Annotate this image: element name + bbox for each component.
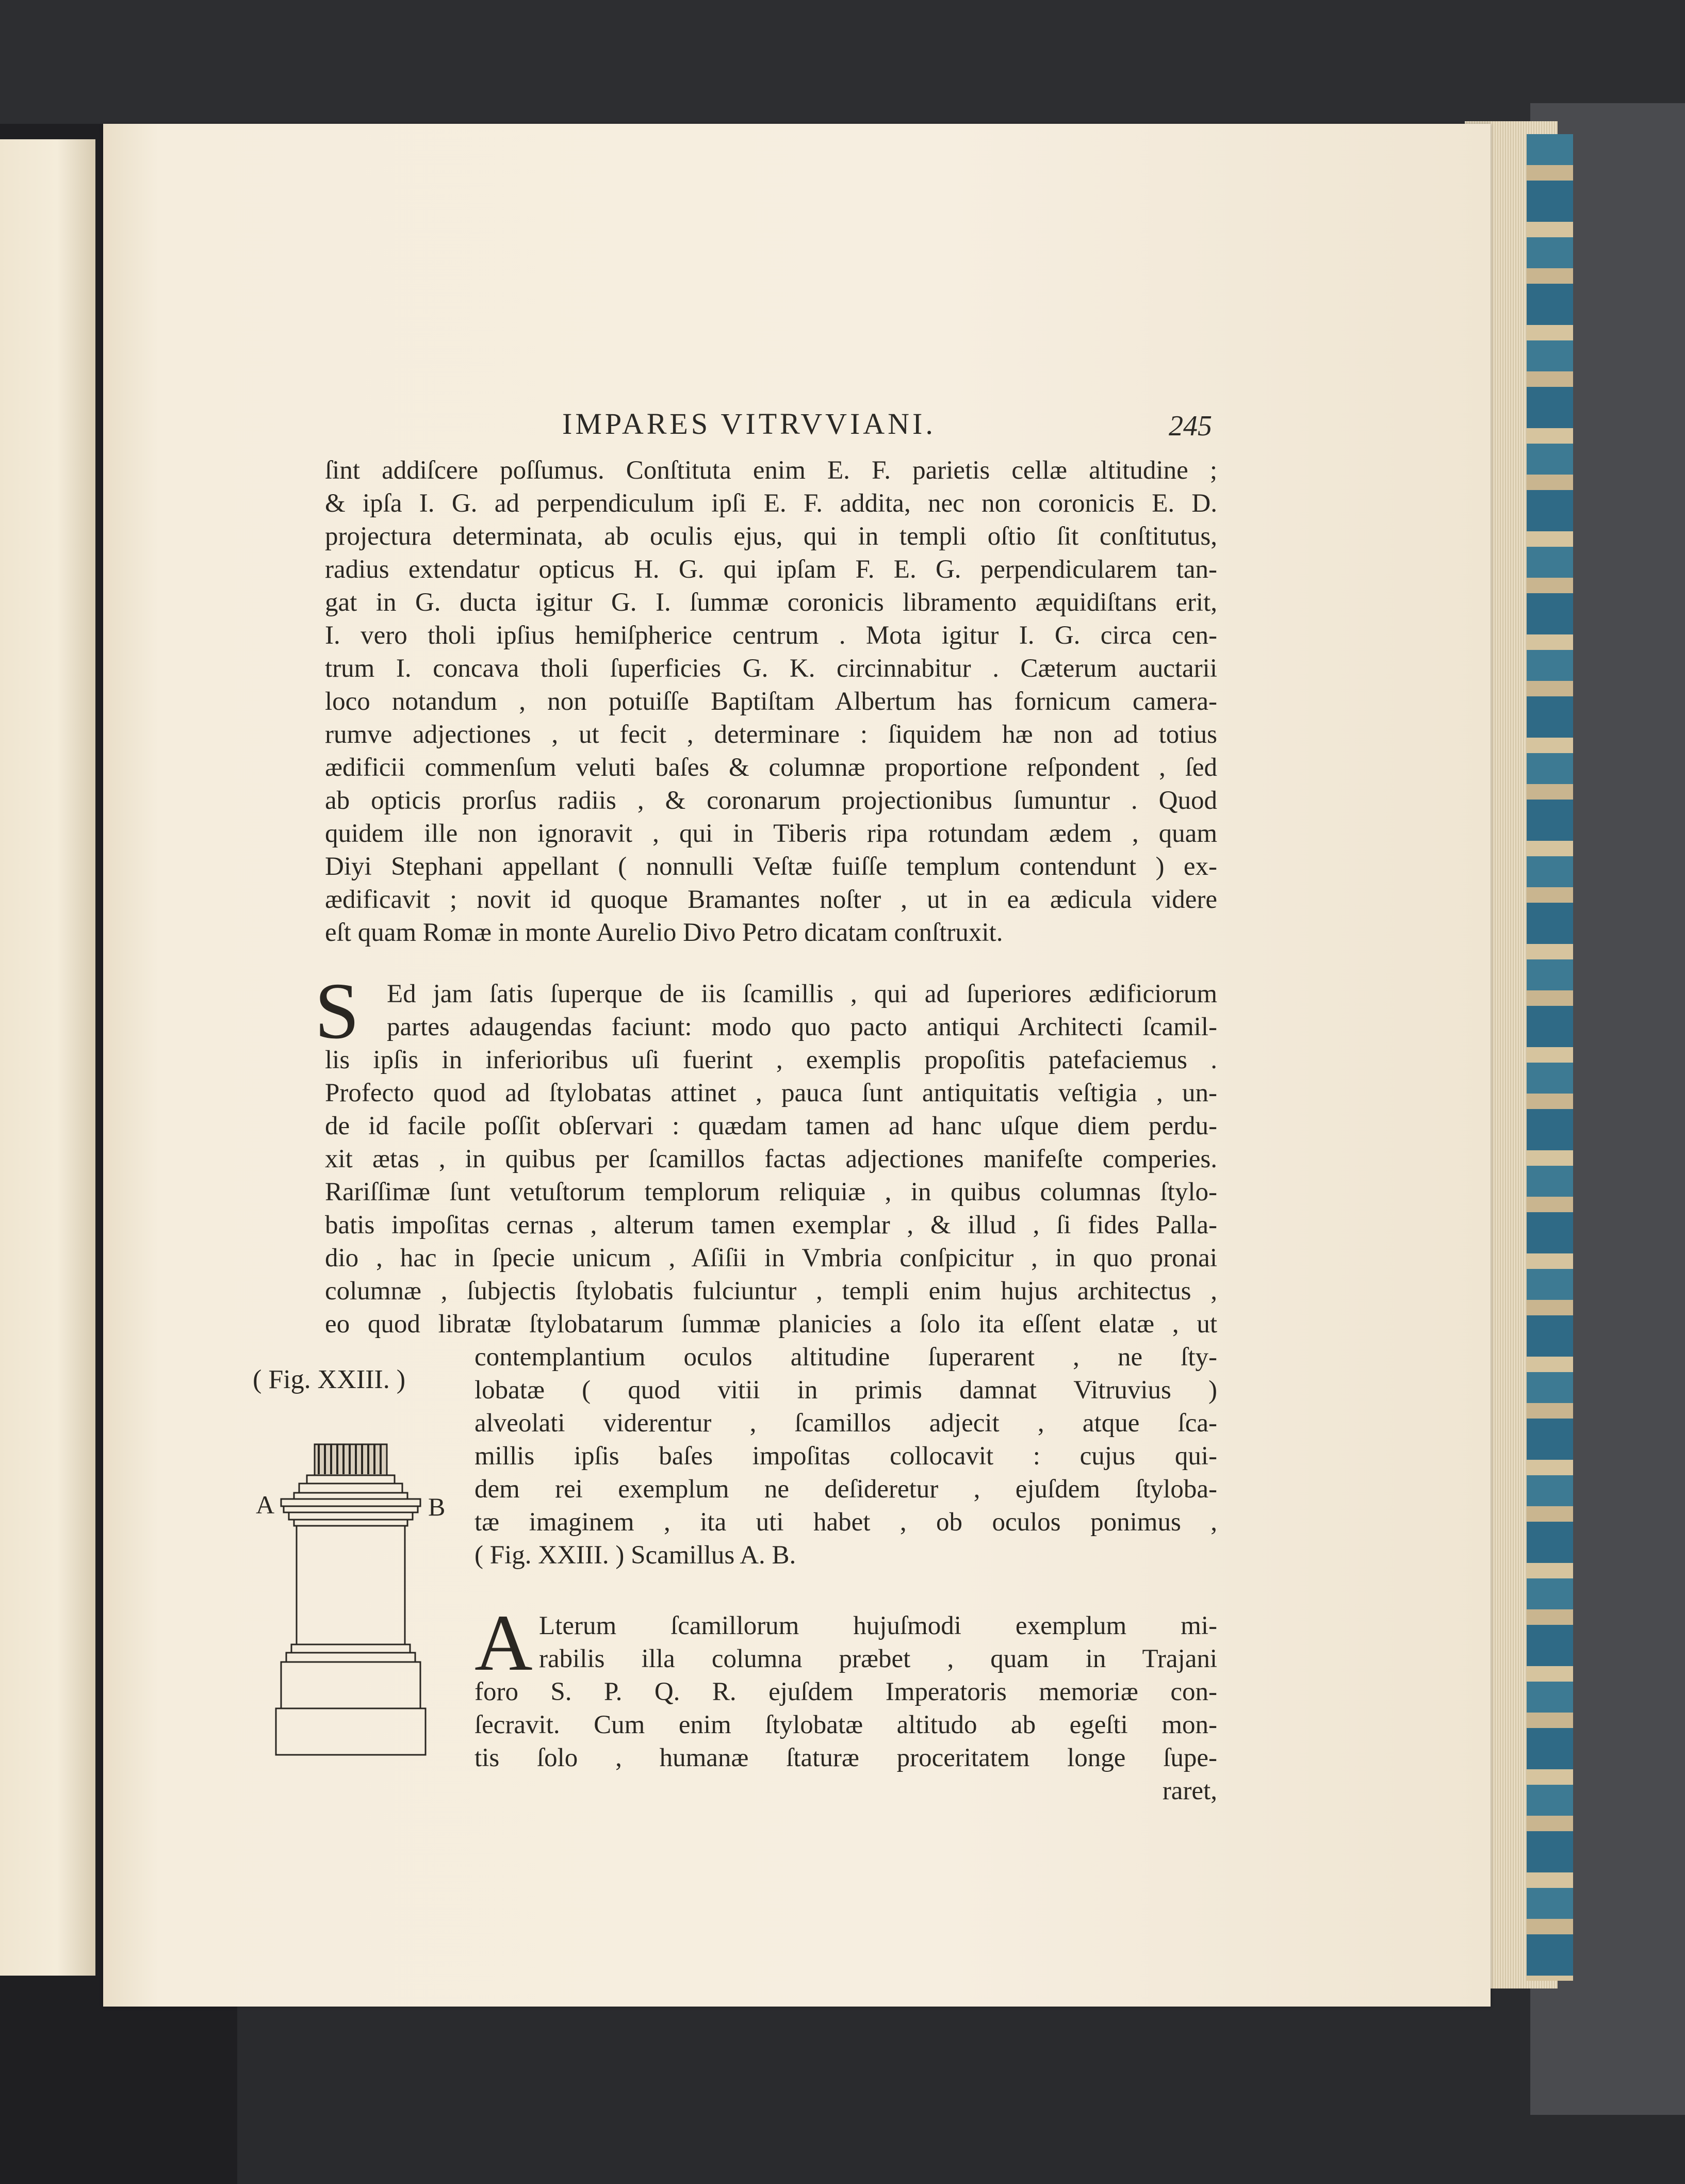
text-line: dio , hac in ſpecie unicum , Aſiſii in Vmbria conſpicitur , in quo pronai — [325, 1244, 1217, 1273]
figure-label: ( Fig. XXIII. ) — [253, 1365, 406, 1394]
text-line: ab opticis prorſus radiis , & coronarum projectionibus ſumuntur . Quod — [325, 786, 1217, 815]
drop-cap-a: A — [475, 1598, 533, 1687]
running-head-title: IMPARES VITRVVIANI. — [562, 407, 936, 441]
figure-letter-a: A — [256, 1490, 275, 1519]
text-line: millis ipſis baſes impoſitas collocavit : cujus qui- — [475, 1442, 1217, 1471]
paragraph-1 — [325, 454, 1217, 949]
text-line: Rariſſimæ ſunt vetuſtorum templorum reliquiæ , in quibus columnas ſtylo- — [325, 1178, 1217, 1207]
text-line: Profecto quod ad ſtylobatas attinet , pauca ſunt antiquitatis veſtigia , un- — [325, 1079, 1217, 1107]
text-line: Diyi Stephani appellant ( nonnulli Veſtæ fuiſſe templum contendunt ) ex- — [325, 852, 1217, 881]
text-line: rabilis illa columna præbet , quam in Trajani — [539, 1644, 1217, 1673]
text-line: tæ imaginem , ita uti habet , ob oculos ponimus , — [475, 1508, 1217, 1537]
text-line: contemplantium oculos altitudine ſuperarent , ne ſty- — [475, 1343, 1217, 1372]
text-line: tis ſolo , humanæ ſtaturæ proceritatem longe ſupe- — [475, 1743, 1217, 1772]
paragraph-2-side-column — [475, 1341, 1217, 1572]
paragraph-3 — [475, 1598, 1217, 1807]
text-line: de id facile poſſit obſervari : quædam tamen ad hanc uſque diem perdu- — [325, 1112, 1217, 1140]
running-head — [325, 406, 1217, 448]
text-line: ſint addiſcere poſſumus. Conſtituta enim E. F. parietis cellæ altitudine ; — [325, 456, 1217, 485]
right-page — [103, 124, 1491, 2007]
text-line: foro S. P. Q. R. ejuſdem Imperatoris memoriæ con- — [475, 1677, 1217, 1706]
paragraph-2 — [325, 977, 1217, 1341]
drop-cap-s: S — [315, 966, 359, 1055]
text-line: trum I. concava tholi ſuperficies G. K. circinnabitur . Cæterum auctarii — [325, 654, 1217, 683]
text-line: Lterum ſcamillorum hujuſmodi exemplum mi- — [539, 1611, 1217, 1640]
text-line: ( Fig. XXIII. ) Scamillus A. B. — [475, 1541, 796, 1570]
text-line: quidem ille non ignoravit , qui in Tiberis ripa rotundam ædem , quam — [325, 819, 1217, 848]
stylobate-drawing — [258, 1434, 454, 1764]
text-line: eſt quam Romæ in monte Aurelio Divo Petro dicatam conſtruxit. — [325, 918, 1003, 947]
text-line: loco notandum , non potuiſſe Baptiſtam Albertum has fornicum camera- — [325, 687, 1217, 716]
text-line: ædificavit ; novit id quoque Bramantes noſter , ut in ea ædicula videre — [325, 885, 1217, 914]
page-number: 245 — [1169, 410, 1212, 442]
text-line: I. vero tholi ipſius hemiſpherice centrum . Mota igitur I. G. circa cen- — [325, 621, 1217, 650]
text-line: radius extendatur opticus H. G. qui ipſam F. E. G. perpendicularem tan- — [325, 555, 1217, 584]
text-line: alveolati viderentur , ſcamillos adjecit , atque ſca- — [475, 1409, 1217, 1438]
left-page-edge — [0, 139, 95, 1976]
text-line: partes adaugendas faciunt: modo quo pacto antiqui Architecti ſcamil- — [387, 1013, 1217, 1041]
text-line: ædificii commenſum veluti baſes & columnæ proportione reſpondent , ſed — [325, 753, 1217, 782]
text-line: Ed jam ſatis ſuperque de iis ſcamillis , qui ad ſuperiores ædificiorum — [387, 980, 1217, 1008]
text-line: lobatæ ( quod vitii in primis damnat Vitruvius ) — [475, 1376, 1217, 1405]
text-line: gat in G. ducta igitur G. I. ſummæ coronicis libramento æquidiſtans erit, — [325, 588, 1217, 617]
catchword: raret, — [1162, 1776, 1217, 1805]
text-line: lis ipſis in inferioribus uſi fuerint , exemplis propoſitis patefaciemus . — [325, 1046, 1217, 1074]
text-line: batis impoſitas cernas , alterum tamen exemplar , & illud , ſi fides Palla- — [325, 1211, 1217, 1240]
dark-background-top — [0, 0, 1685, 124]
text-line: ſecravit. Cum enim ſtylobatæ altitudo ab egeſti mon- — [475, 1710, 1217, 1739]
figure-letter-b: B — [428, 1492, 446, 1521]
text-line: dem rei exemplum ne deſideretur , ejuſdem ſtyloba- — [475, 1475, 1217, 1504]
text-line: rumve adjectiones , ut fecit , determinare : ſiquidem hæ non ad totius — [325, 720, 1217, 749]
marbled-cover-edge — [1527, 134, 1573, 1981]
text-line: projectura determinata, ab oculis ejus, qui in templi oſtio ſit conſtitutus, — [325, 522, 1217, 551]
figure-stylobate — [258, 1434, 454, 1764]
text-line: & ipſa I. G. ad perpendiculum ipſi E. F. addita, nec non coronicis E. D. — [325, 489, 1217, 518]
text-line: xit ætas , in quibus per ſcamillos factas adjectiones manifeſte comperies. — [325, 1145, 1217, 1174]
text-line: eo quod libratæ ſtylobatarum ſummæ planicies a ſolo ita eſſent elatæ , ut — [325, 1310, 1217, 1339]
text-line: columnæ , ſubjectis ſtylobatis fulciuntur , templi enim hujus architectus , — [325, 1277, 1217, 1306]
